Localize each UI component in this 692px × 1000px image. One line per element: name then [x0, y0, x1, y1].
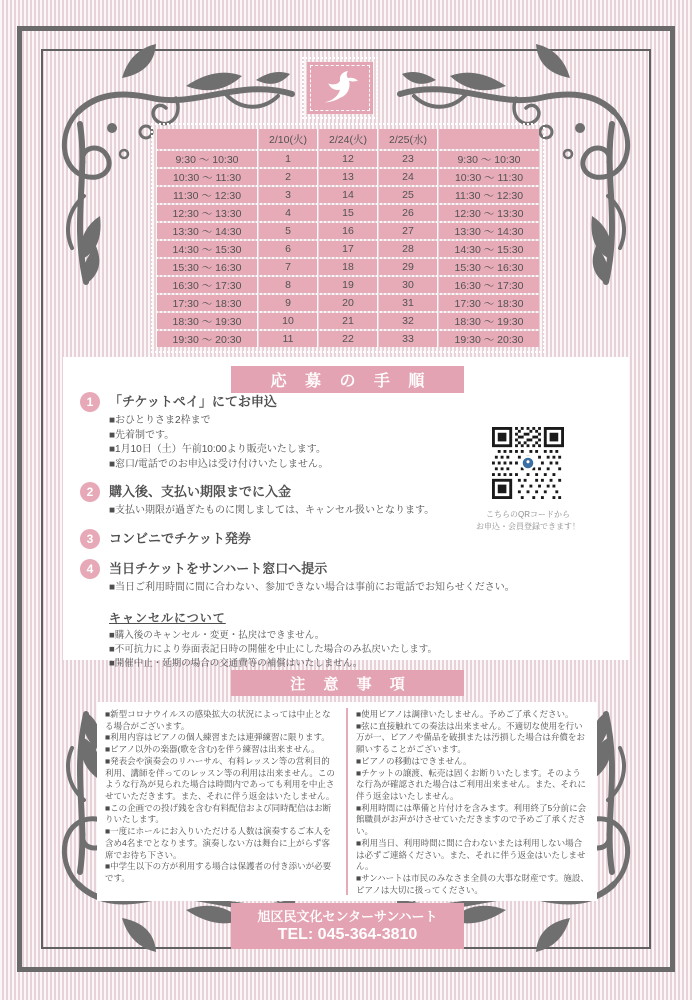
step-number-badge: 1: [80, 392, 100, 412]
step-bullet: ■支払い期限が過ぎたものに関しましては、キャンセル扱いとなります。: [109, 505, 435, 516]
table-cell: 15:30 ～ 16:30: [157, 259, 257, 275]
table-cell: 17:30 ～ 18:30: [157, 295, 257, 311]
table-cell: 16:30 ～ 17:30: [439, 277, 539, 293]
table-header-cell: 2/25(水): [379, 129, 437, 149]
table-cell: 25: [379, 187, 437, 203]
table-cell: 15: [319, 205, 377, 221]
table-cell: 31: [379, 295, 437, 311]
table-header-cell: [439, 129, 539, 149]
table-cell: 18:30 ～ 19:30: [439, 313, 539, 329]
table-cell: 10: [259, 313, 317, 329]
table-cell: 16: [319, 223, 377, 239]
note-item: ■新型コロナウイルスの感染拡大の状況によっては中止となる場合がございます。: [105, 709, 331, 731]
notes-section: [97, 702, 597, 901]
table-row: [157, 241, 539, 257]
table-cell: 19: [319, 277, 377, 293]
note-item: ■一度にホールにお入りいただける人数は演奏するご本人を含め4名までとなります。演奏しない方は舞台に上がらず客席でお待ち下さい。: [105, 826, 331, 860]
step-bullet: ■1月10日（土）午前10:00より販売いたします。: [109, 444, 326, 455]
cancel-bullet: ■開催中止・延期の場合の交通費等の補償はいたしません。: [109, 657, 363, 669]
table-cell: 4: [259, 205, 317, 221]
notes-section-title: 注 意 事 項: [231, 670, 464, 696]
table-cell: 3: [259, 187, 317, 203]
note-item: ■発表会や演奏会のリハーサル、有料レッスン等の営利目的利用、講師を伴ってのレッスン等の利用は出来ません。このような行為が見られた場合は時間内であっても利用を中止させていただきます。また、それに伴う返金はいたしません。: [105, 755, 335, 802]
step-bullet: ■当日ご利用時間に間に合わない、参加できない場合は事前にお電話でお知らせください。: [109, 581, 515, 593]
table-cell: 9:30 ～ 10:30: [157, 151, 257, 167]
table-row: [157, 223, 539, 239]
step-number-badge: 4: [80, 559, 100, 579]
table-row: [157, 331, 539, 347]
cancel-policy: [109, 609, 480, 670]
table-cell: 12:30 ～ 13:30: [439, 205, 539, 221]
qr-caption-line: お申込・会員登録できます！: [476, 522, 580, 532]
table-cell: 23: [379, 151, 437, 167]
table-row: [157, 277, 539, 293]
table-row: [157, 187, 539, 203]
note-item: ■弦に直接触れての奏法は出来ません。不適切な使用を行い万が一、ピアノや備品を破損または汚損した場合は弁償をお願いすることがございます。: [356, 720, 585, 755]
table-cell: 26: [379, 205, 437, 221]
apply-step-1: [80, 392, 480, 472]
footer-contact-banner: [231, 903, 464, 949]
note-item: ■利用内容はピアノの個人練習または連弾練習に限ります。: [105, 732, 330, 743]
note-item: ■チケットの譲渡、転売は固くお断りいたします。そのような行為が確認された場合はご利用出来ません。また、それに伴う返金はいたしません。: [356, 767, 587, 802]
table-cell: 27: [379, 223, 437, 239]
notes-column-right: [348, 702, 597, 901]
note-item: ■この企画での投げ銭を含む有料配信および同時配信はお断りいたします。: [105, 802, 332, 825]
cancel-bullet: ■購入後のキャンセル・変更・払戻はできません。: [109, 630, 325, 641]
step-title: 購入後、支払い期限までに入金: [109, 484, 292, 499]
table-row: [157, 313, 539, 329]
table-cell: 7: [259, 259, 317, 275]
table-row: [157, 205, 539, 221]
table-row: [157, 259, 539, 275]
table-cell: 12:30 ～ 13:30: [157, 205, 257, 221]
table-cell: 21: [319, 313, 377, 329]
table-row: [157, 169, 539, 185]
table-cell: 6: [259, 241, 317, 257]
table-cell: 13:30 ～ 14:30: [157, 223, 257, 239]
note-item: ■利用当日、利用時間に間に合わないまたは利用しない場合は必ずご連絡ください。また、それに伴う返金はいたしません。: [356, 837, 586, 872]
qr-caption: [472, 509, 584, 534]
table-cell: 32: [379, 313, 437, 329]
table-cell: 14:30 ～ 15:30: [439, 241, 539, 257]
qr-code: [492, 427, 564, 499]
table-cell: 22: [319, 331, 377, 347]
table-cell: 19:30 ～ 20:30: [439, 331, 539, 347]
table-cell: 10:30 ～ 11:30: [439, 169, 539, 185]
table-cell: 17: [319, 241, 377, 257]
table-cell: 9:30 ～ 10:30: [439, 151, 539, 167]
table-cell: 11:30 ～ 12:30: [157, 187, 257, 203]
table-header-cell: [157, 129, 257, 149]
table-header-row: [157, 129, 539, 149]
step-bullet: ■おひとりさま2枠まで: [109, 415, 211, 426]
table-row: [157, 295, 539, 311]
notes-column-left: [97, 702, 346, 901]
table-cell: 28: [379, 241, 437, 257]
table-cell: 19:30 ～ 20:30: [157, 331, 257, 347]
cancel-bullet: ■不可抗力により券面表記日時の開催を中止にした場合のみ払戻いたします。: [109, 643, 437, 655]
apply-step-4: [80, 559, 515, 596]
table-header-cell: 2/24(火): [319, 129, 377, 149]
table-cell: 1: [259, 151, 317, 167]
qr-caption-line: こちらのQRコードから: [486, 510, 570, 519]
table-header-cell: 2/10(火): [259, 129, 317, 149]
table-cell: 17:30 ～ 18:30: [439, 295, 539, 311]
apply-section-title: 応 募 の 手 順: [231, 366, 464, 393]
table-cell: 11:30 ～ 12:30: [439, 187, 539, 203]
table-cell: 5: [259, 223, 317, 239]
qr-block: [472, 427, 584, 534]
table-cell: 12: [319, 151, 377, 167]
table-cell: 2: [259, 169, 317, 185]
table-cell: 29: [379, 259, 437, 275]
table-cell: 14: [319, 187, 377, 203]
step-bullet: ■窓口/電話でのお申込は受け付けいたしません。: [109, 458, 329, 470]
venue-name: 旭区民文化センターサンハート: [257, 908, 438, 924]
dove-logo: [302, 57, 378, 119]
note-item: ■利用時間には準備と片付けを含みます。利用終了5分前に会館職員がお声がけさせていただきますので予めご了承ください。: [356, 802, 587, 837]
table-cell: 10:30 ～ 11:30: [157, 169, 257, 185]
table-cell: 8: [259, 277, 317, 293]
note-item: ■使用ピアノは調律いたしません。予めご了承ください。: [356, 709, 574, 719]
table-cell: 30: [379, 277, 437, 293]
table-cell: 16:30 ～ 17:30: [157, 277, 257, 293]
table-cell: 18:30 ～ 19:30: [157, 313, 257, 329]
venue-phone: TEL: 045-364-3810: [277, 926, 418, 944]
table-cell: 20: [319, 295, 377, 311]
schedule-table: [155, 127, 541, 349]
note-item: ■ピアノ以外の楽器(歌を含む)を伴う練習は出来ません。: [105, 744, 320, 755]
dove-icon: [320, 70, 360, 106]
table-cell: 13:30 ～ 14:30: [439, 223, 539, 239]
table-cell: 11: [259, 331, 317, 347]
table-cell: 24: [379, 169, 437, 185]
step-number-badge: 3: [80, 529, 100, 549]
table-cell: 18: [319, 259, 377, 275]
step-title: 当日チケットをサンハート窓口へ提示: [109, 560, 328, 576]
apply-step-3: [80, 529, 480, 549]
cancel-policy-title: キャンセルについて: [109, 611, 226, 625]
table-cell: 14:30 ～ 15:30: [157, 241, 257, 257]
table-row: [157, 151, 539, 167]
table-cell: 15:30 ～ 16:30: [439, 259, 539, 275]
note-item: ■ピアノの移動はできません。: [356, 755, 472, 766]
note-item: ■サンハートは市民のみなさま全員の大事な財産です。施設、ピアノは大切に扱ってください。: [356, 873, 589, 895]
note-item: ■中学生以下の方が利用する場合は保護者の付き添いが必要です。: [105, 861, 332, 884]
table-cell: 9: [259, 295, 317, 311]
step-bullet: ■先着制です。: [109, 429, 175, 441]
apply-step-2: [80, 482, 480, 519]
table-cell: 13: [319, 169, 377, 185]
step-title: コンビニでチケット発券: [109, 530, 251, 546]
step-number-badge: 2: [80, 482, 100, 502]
apply-steps: [80, 392, 515, 670]
table-cell: 33: [379, 331, 437, 347]
step-title: 「チケットペイ」にてお申込: [109, 394, 277, 409]
